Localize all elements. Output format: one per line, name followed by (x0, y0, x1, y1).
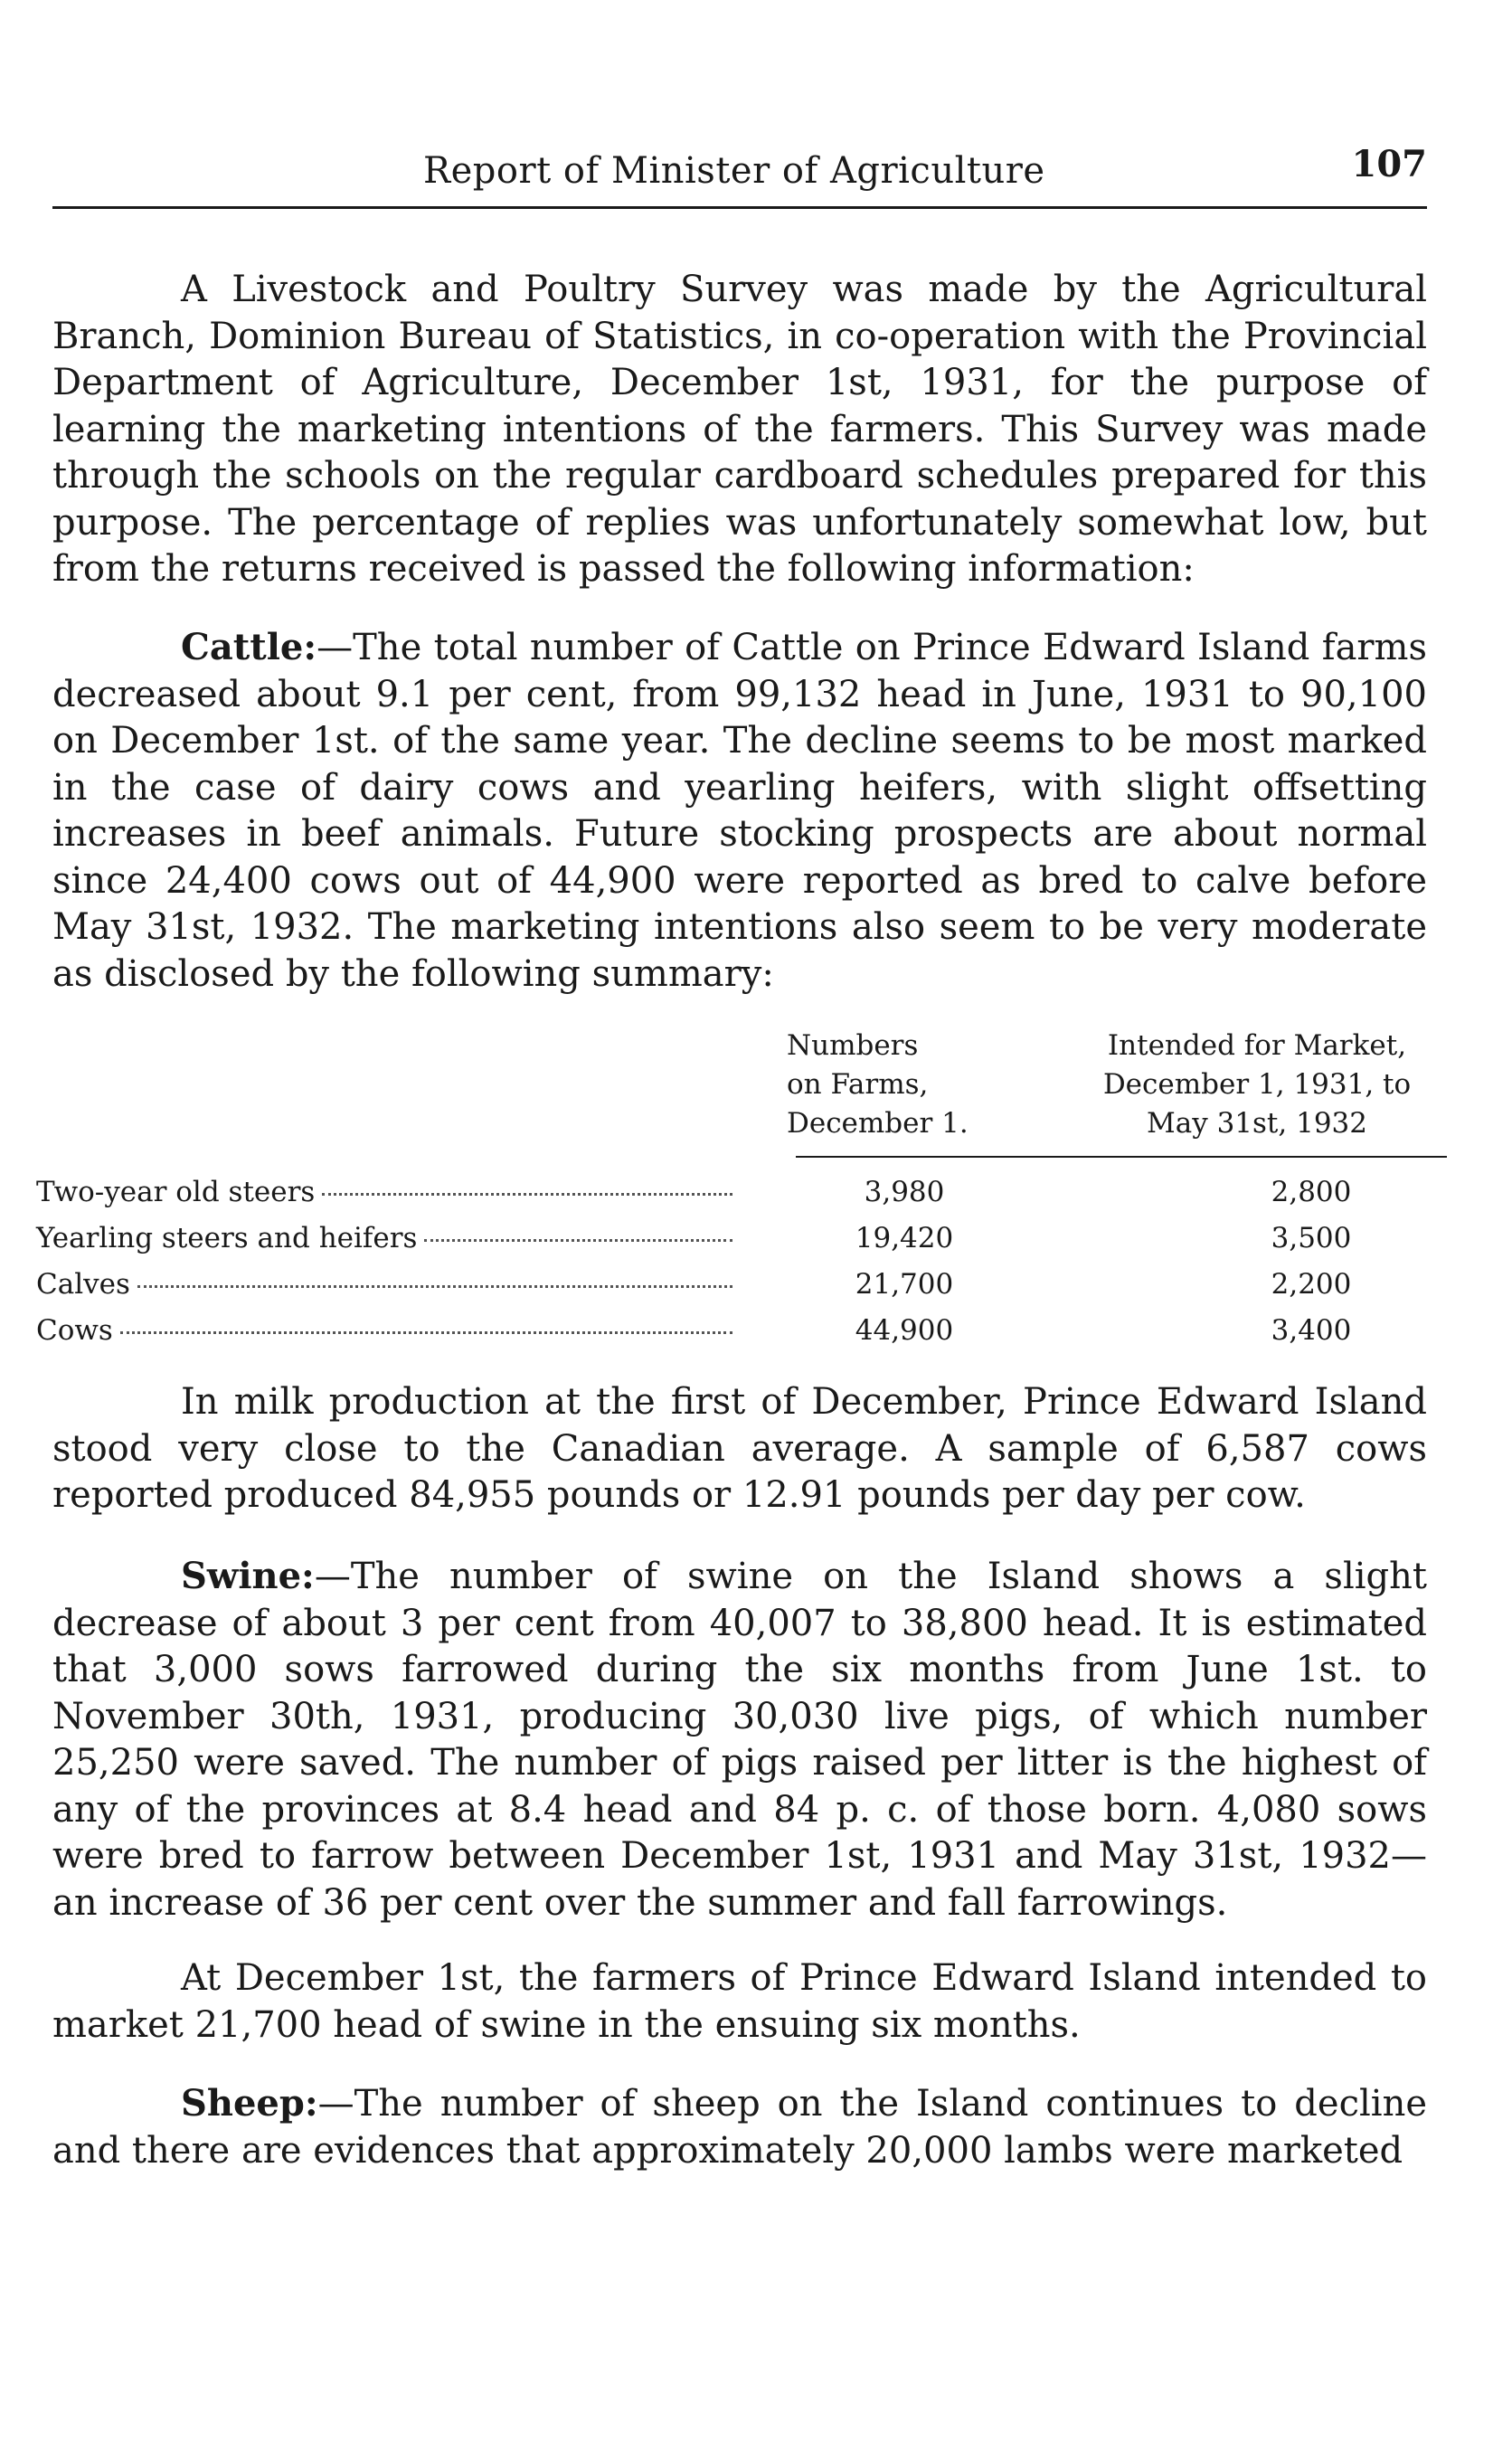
numbers-on-farms-cell: 21,700 (855, 1268, 954, 1301)
dot-leader (137, 1285, 732, 1288)
cattle-marketing-table (36, 1027, 1429, 1352)
swine-text: —The number of swine on the Island shows a slight decrease of about 3 per cent from 40,007 to 38,800 head. It is estimated that 3,000 sows farrowed during the six months from June 1st. to November 30th, 1931, producing 30,030 live pigs, of which number 25,250 were saved. The number of pigs raised per litter is the highest of any of the provinces at 8.4 head and 84 p. c. of those born. 4,080 sows were bred to farrow between December 1st, 1931 and May 31st, 1932—an increase of 36 per cent over the summer and fall farrowings. (52, 1556, 1427, 1924)
column-header-line: on Farms, (787, 1068, 929, 1101)
table-row (36, 1314, 1429, 1359)
column-header-line: Intended for Market, (1107, 1029, 1407, 1062)
cattle-text: —The total number of Cattle on Prince Edward Island farms decreased about 9.1 per cent, from 99,132 head in June, 1931 to 90,100 on December 1st. of the same year. The decline seems to be most marked in the case of dairy cows and yearling heifers, with slight offsetting increases in beef animals. Future stocking prospects are about normal since 24,400 cows out of 44,900 were reported as bred to calve before May 31st, 1932. The marketing intentions also seem to be very moderate as disclosed by the following summary: (52, 627, 1427, 995)
row-label (36, 1222, 732, 1254)
milk-paragraph: In milk production at the first of December, Prince Edward Island stood very close to the Canadian average. A sample of 6,587 cows reported produced 84,955 pounds or 12.91 pounds per day per cow. (52, 1381, 1427, 1516)
cattle-paragraph (52, 624, 1427, 998)
row-label-text: Cows (36, 1314, 113, 1347)
column-header-line: May 31st, 1932 (1146, 1107, 1367, 1140)
numbers-on-farms-cell: 44,900 (855, 1314, 954, 1347)
running-title: Report of Minister of Agriculture (423, 150, 1045, 192)
table-header-rule (796, 1156, 1447, 1158)
column-header-line: December 1, 1931, to (1102, 1068, 1412, 1101)
dot-leader (120, 1331, 732, 1334)
intro-paragraph: A Livestock and Poultry Survey was made by the Agricultural Branch, Dominion Bureau of Statistics, in co-operation with the Provincial Department of Agriculture, December 1st, 1931, for the purpose of learning the marketing intentions of the farmers. This Survey was made through the schools on the regular cardboard schedules prepared for this purpose. The percentage of replies was unfortunately somewhat low, but from the returns received is passed the following information: (52, 269, 1427, 590)
sheep-text: —The number of sheep on the Island continues to decline and there are evidences that approximately 20,000 lambs were marketed (52, 2083, 1427, 2172)
row-label (36, 1176, 732, 1208)
intended-for-market-cell: 3,500 (1271, 1222, 1352, 1254)
row-label-text: Calves (36, 1268, 130, 1301)
sheep-paragraph (52, 2080, 1427, 2174)
sheep-heading: Sheep: (181, 2082, 318, 2125)
running-header (52, 143, 1427, 209)
column-header-intended (1076, 1027, 1438, 1143)
cattle-heading: Cattle: (181, 626, 317, 668)
row-label (36, 1314, 732, 1347)
numbers-on-farms-cell: 19,420 (855, 1222, 954, 1254)
intended-for-market-cell: 2,800 (1271, 1176, 1352, 1208)
column-header-line: December 1. (787, 1107, 969, 1140)
swine-market-paragraph: At December 1st, the farmers of Prince Edward Island intended to market 21,700 head of swine in the ensuing six months. (52, 1957, 1427, 2046)
swine-heading: Swine: (181, 1555, 315, 1597)
column-header-numbers (787, 1027, 1022, 1143)
numbers-on-farms-cell: 3,980 (864, 1176, 945, 1208)
dot-leader (424, 1239, 732, 1242)
table-row (36, 1268, 1429, 1313)
row-label (36, 1268, 732, 1301)
dot-leader (322, 1193, 732, 1196)
swine-paragraph (52, 1553, 1427, 1926)
table-row (36, 1222, 1429, 1267)
intended-for-market-cell: 3,400 (1271, 1314, 1352, 1347)
intended-for-market-cell: 2,200 (1271, 1268, 1352, 1301)
table-row (36, 1176, 1429, 1221)
column-header-line: Numbers (787, 1029, 919, 1062)
row-label-text: Two-year old steers (36, 1176, 316, 1208)
row-label-text: Yearling steers and heifers (36, 1222, 418, 1254)
page-number: 107 (1351, 143, 1427, 185)
